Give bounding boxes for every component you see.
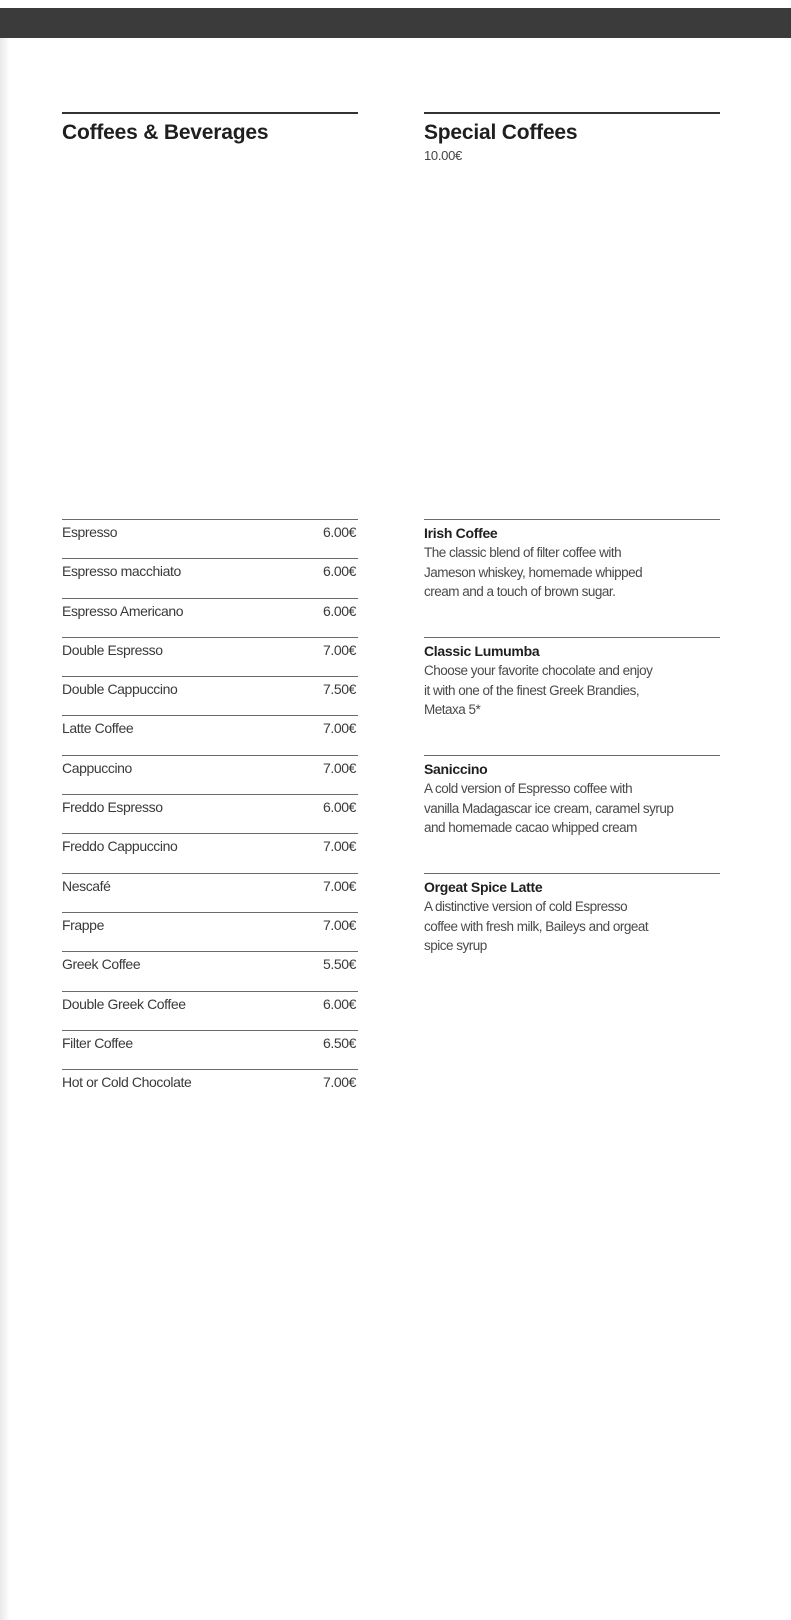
item-price: 7.00€ bbox=[322, 641, 356, 658]
item-price: 7.00€ bbox=[322, 916, 356, 933]
item-name: Espresso macchiato bbox=[62, 563, 181, 580]
menu-item bbox=[62, 912, 358, 951]
item-price: 6.00€ bbox=[322, 602, 356, 619]
item-price: 6.00€ bbox=[322, 563, 356, 580]
item-price: 7.00€ bbox=[322, 838, 356, 855]
description-line: it with one of the finest Greek Brandies, bbox=[424, 682, 640, 698]
special-item-saniccino bbox=[424, 755, 720, 873]
special-description bbox=[424, 661, 720, 720]
menu-item bbox=[62, 951, 358, 990]
description-line: cream and a touch of brown sugar. bbox=[424, 584, 616, 599]
item-name: Double Greek Coffee bbox=[62, 995, 186, 1012]
top-bar bbox=[0, 0, 791, 38]
section-title-special-coffees: Special Coffees bbox=[424, 121, 578, 144]
item-name: Filter Coffee bbox=[62, 1034, 133, 1051]
menu-item bbox=[62, 715, 358, 754]
item-price: 7.50€ bbox=[322, 681, 356, 698]
menu-item bbox=[62, 637, 358, 676]
special-coffees-header bbox=[424, 112, 720, 163]
menu-item bbox=[62, 991, 358, 1030]
special-name: Irish Coffee bbox=[424, 525, 498, 541]
item-name: Hot or Cold Chocolate bbox=[62, 1074, 192, 1091]
menu-item bbox=[62, 833, 358, 872]
menu-item bbox=[62, 755, 358, 794]
menu-item bbox=[62, 873, 358, 912]
item-price: 7.00€ bbox=[322, 1074, 356, 1091]
description-line: The classic blend of filter coffee with bbox=[424, 545, 622, 560]
special-item-classic-lumumba bbox=[424, 637, 720, 755]
item-price: 7.00€ bbox=[322, 759, 356, 776]
description-line: A cold version of Espresso coffee with bbox=[424, 781, 633, 796]
item-name: Espresso bbox=[62, 524, 118, 540]
item-name: Frappe bbox=[62, 916, 104, 933]
section-rule bbox=[424, 112, 720, 114]
menu-item bbox=[62, 1069, 358, 1108]
item-name: Freddo Cappuccino bbox=[62, 838, 178, 855]
description-line: A distinctive version of cold Espresso bbox=[424, 899, 628, 914]
coffees-beverages-header bbox=[62, 112, 358, 146]
item-price: 7.00€ bbox=[322, 877, 356, 894]
item-name: Double Espresso bbox=[62, 641, 163, 658]
page-edge-shadow bbox=[0, 38, 10, 1620]
special-description bbox=[424, 543, 720, 602]
description-line: and homemade cacao whipped cream bbox=[424, 820, 637, 835]
special-coffees-list bbox=[424, 519, 720, 991]
top-bar-strip bbox=[0, 8, 791, 38]
item-name: Double Cappuccino bbox=[62, 681, 178, 698]
special-coffees-price: 10.00€ bbox=[424, 148, 462, 163]
menu-item bbox=[62, 519, 358, 558]
item-name: Cappuccino bbox=[62, 759, 132, 776]
item-price: 6.00€ bbox=[322, 995, 356, 1012]
item-price: 6.00€ bbox=[322, 799, 356, 816]
description-line: spice syrup bbox=[424, 938, 487, 953]
item-price: 7.00€ bbox=[322, 720, 356, 737]
special-item-irish-coffee bbox=[424, 519, 720, 637]
item-name: Espresso Americano bbox=[62, 602, 184, 619]
description-line: Jameson whiskey, homemade whipped bbox=[424, 564, 643, 580]
description-line: Metaxa 5* bbox=[424, 702, 481, 717]
special-name: Classic Lumumba bbox=[424, 643, 540, 659]
menu-item bbox=[62, 1030, 358, 1069]
item-name: Greek Coffee bbox=[62, 956, 141, 973]
menu-item bbox=[62, 598, 358, 637]
item-name: Nescafé bbox=[62, 877, 111, 894]
section-rule bbox=[62, 112, 358, 114]
item-name: Freddo Espresso bbox=[62, 799, 163, 816]
description-line: vanilla Madagascar ice cream, caramel syrup bbox=[424, 800, 674, 816]
menu-item bbox=[62, 676, 358, 715]
item-price: 5.50€ bbox=[322, 956, 356, 973]
item-price: 6.50€ bbox=[322, 1034, 356, 1051]
menu-item bbox=[62, 558, 358, 597]
item-price: 6.00€ bbox=[322, 524, 356, 540]
section-title-coffees-beverages: Coffees & Beverages bbox=[62, 121, 269, 144]
special-item-orgeat-spice-latte bbox=[424, 873, 720, 991]
description-line: Choose your favorite chocolate and enjoy bbox=[424, 663, 653, 678]
item-name: Latte Coffee bbox=[62, 720, 134, 737]
description-line: coffee with fresh milk, Baileys and orgeat bbox=[424, 918, 649, 934]
special-name: Saniccino bbox=[424, 761, 488, 777]
special-description bbox=[424, 897, 720, 956]
special-name: Orgeat Spice Latte bbox=[424, 879, 543, 895]
coffees-list bbox=[62, 519, 358, 1108]
menu-item bbox=[62, 794, 358, 833]
special-description bbox=[424, 779, 720, 838]
